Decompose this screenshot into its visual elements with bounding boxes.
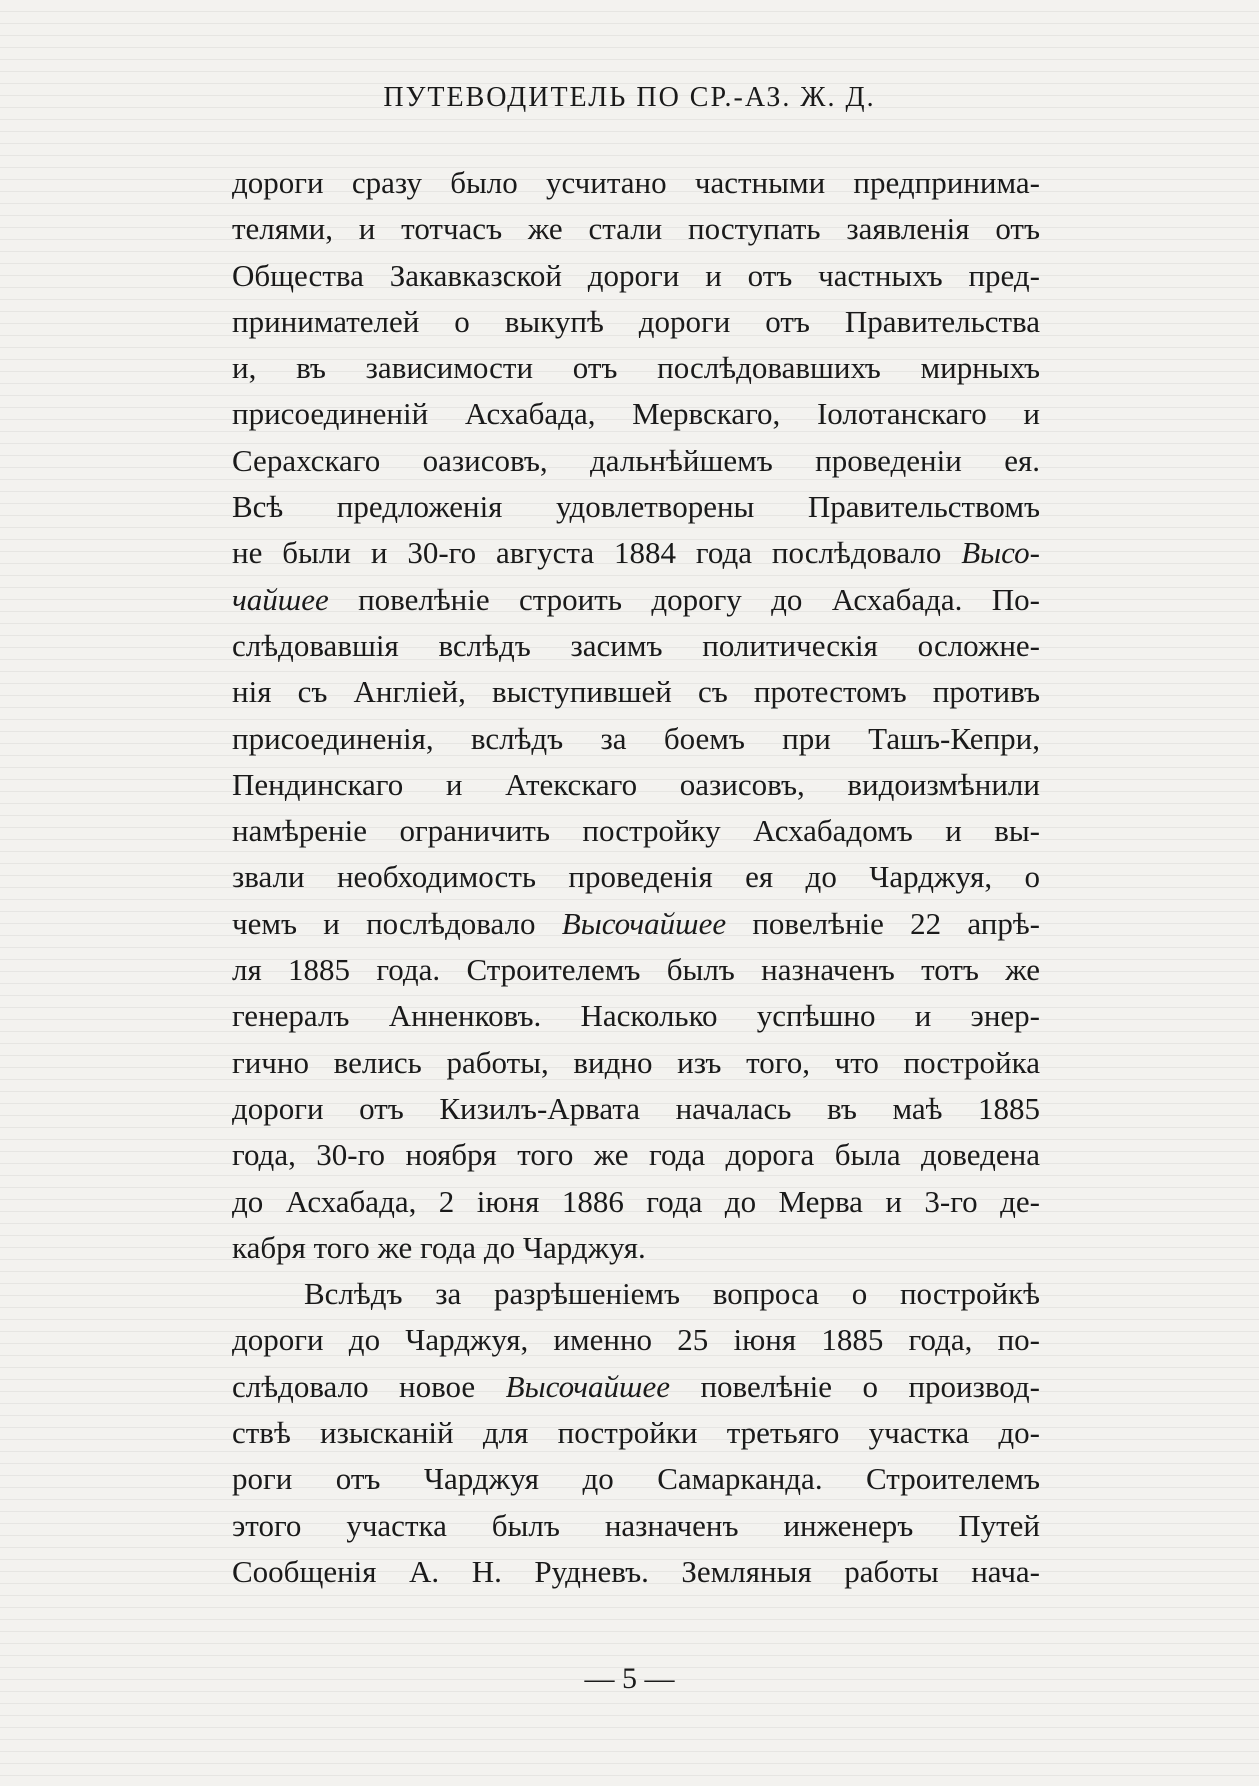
text-run: ля 1885 года. Строителемъ былъ назначенъ тотъ же: [232, 952, 1040, 988]
text-run: чемъ и послѣдовало: [232, 905, 562, 941]
text-line: [232, 993, 1040, 1039]
text-line: [232, 716, 1040, 762]
text-line: [232, 299, 1040, 345]
page-number: — 5 —: [584, 1662, 675, 1695]
text-run: слѣдовавшія вслѣдъ засимъ политическія осложне-: [232, 627, 1040, 663]
text-run: Всѣ предложенія удовлетворены Правительствомъ: [232, 489, 1040, 525]
text-line: [232, 1456, 1040, 1502]
text-run: Сообщенія А. Н. Рудневъ. Земляныя работы нача-: [232, 1553, 1040, 1589]
text-run: телями, и тотчасъ же стали поступать заявленія отъ: [232, 211, 1040, 247]
text-run: повелѣніе о производ-: [669, 1368, 1041, 1404]
text-run: Серахскаго оазисовъ, дальнѣйшемъ проведеніи ея.: [232, 442, 1040, 478]
text-line: [232, 1271, 1040, 1317]
text-line: [232, 438, 1040, 484]
text-run: роги отъ Чарджуя до Самарканда. Строителемъ: [232, 1461, 1040, 1497]
text-line: [232, 391, 1040, 437]
text-run: дороги отъ Кизилъ-Арвата началась въ маѣ 1885: [232, 1090, 1040, 1126]
text-run: до Асхабада, 2 іюня 1886 года до Мерва и 3-го де-: [232, 1183, 1040, 1219]
text-line: [232, 762, 1040, 808]
text-run: этого участка былъ назначенъ инженеръ Путей: [232, 1507, 1040, 1543]
text-line: [232, 530, 1040, 576]
text-line: [232, 1132, 1040, 1178]
text-line: [232, 1549, 1040, 1595]
text-line: [232, 1086, 1040, 1132]
text-run: года, 30-го ноября того же года дорога была доведена: [232, 1137, 1040, 1173]
running-header: ПУТЕВОДИТЕЛЬ ПО СР.-АЗ. Ж. Д.: [383, 82, 876, 113]
text-run: Пендинскаго и Атекскаго оазисовъ, видоизмѣнили: [232, 766, 1040, 802]
text-run: генералъ Анненковъ. Насколько успѣшно и энер-: [232, 998, 1040, 1034]
text-run: повелѣніе строить дорогу до Асхабада. По-: [328, 581, 1040, 617]
text-line: [232, 206, 1040, 252]
italic-run: Высочайшее: [505, 1368, 670, 1404]
text-line: [232, 1225, 1040, 1271]
text-line: [232, 901, 1040, 947]
body-text: [232, 160, 1040, 1595]
text-line: [232, 1317, 1040, 1363]
text-line: [232, 947, 1040, 993]
text-run: присоединеній Асхабада, Мервскаго, Іолотанскаго и: [232, 396, 1040, 432]
text-line: [232, 854, 1040, 900]
text-line: [232, 1503, 1040, 1549]
text-run: Общества Закавказской дороги и отъ частныхъ пред-: [232, 257, 1040, 293]
text-line: [232, 1364, 1040, 1410]
text-line: [232, 1179, 1040, 1225]
text-run: не были и 30-го августа 1884 года послѣдовало: [232, 535, 962, 571]
text-run: Вслѣдъ за разрѣшеніемъ вопроса о постройкѣ: [304, 1276, 1040, 1312]
text-run: намѣреніе ограничить постройку Асхабадомъ и вы-: [232, 813, 1040, 849]
text-run: кабря того же года до Чарджуя.: [232, 1229, 646, 1265]
text-run: слѣдовало новое: [232, 1368, 506, 1404]
text-run: ствѣ изысканій для постройки третьяго участка до-: [232, 1415, 1040, 1451]
text-run: звали необходимость проведенія ея до Чарджуя, о: [232, 859, 1040, 895]
text-line: [232, 1040, 1040, 1086]
text-line: [232, 669, 1040, 715]
text-run: дороги до Чарджуя, именно 25 іюня 1885 года, по-: [232, 1322, 1040, 1358]
text-line: [232, 345, 1040, 391]
text-line: [232, 160, 1040, 206]
text-run: дороги сразу было усчитано частными предпринима-: [232, 165, 1040, 200]
text-run: принимателей о выкупѣ дороги отъ Правительства: [232, 303, 1040, 339]
text-run: присоединенія, вслѣдъ за боемъ при Ташъ-Кепри,: [232, 720, 1040, 756]
italic-run: Высочайшее: [561, 905, 727, 941]
text-line: [232, 1410, 1040, 1456]
italic-run: Высо-: [961, 535, 1040, 571]
text-run: нія съ Англіей, выступившей съ протестомъ противъ: [232, 674, 1040, 710]
text-line: [232, 808, 1040, 854]
text-line: [232, 623, 1040, 669]
text-line: [232, 253, 1040, 299]
text-run: и, въ зависимости отъ послѣдовавшихъ мирныхъ: [232, 350, 1040, 386]
text-run: повелѣніе 22 апрѣ-: [726, 905, 1040, 941]
italic-run: чайшее: [232, 581, 329, 617]
text-line: [232, 484, 1040, 530]
text-line: [232, 577, 1040, 623]
text-run: гично велись работы, видно изъ того, что постройка: [232, 1044, 1040, 1080]
